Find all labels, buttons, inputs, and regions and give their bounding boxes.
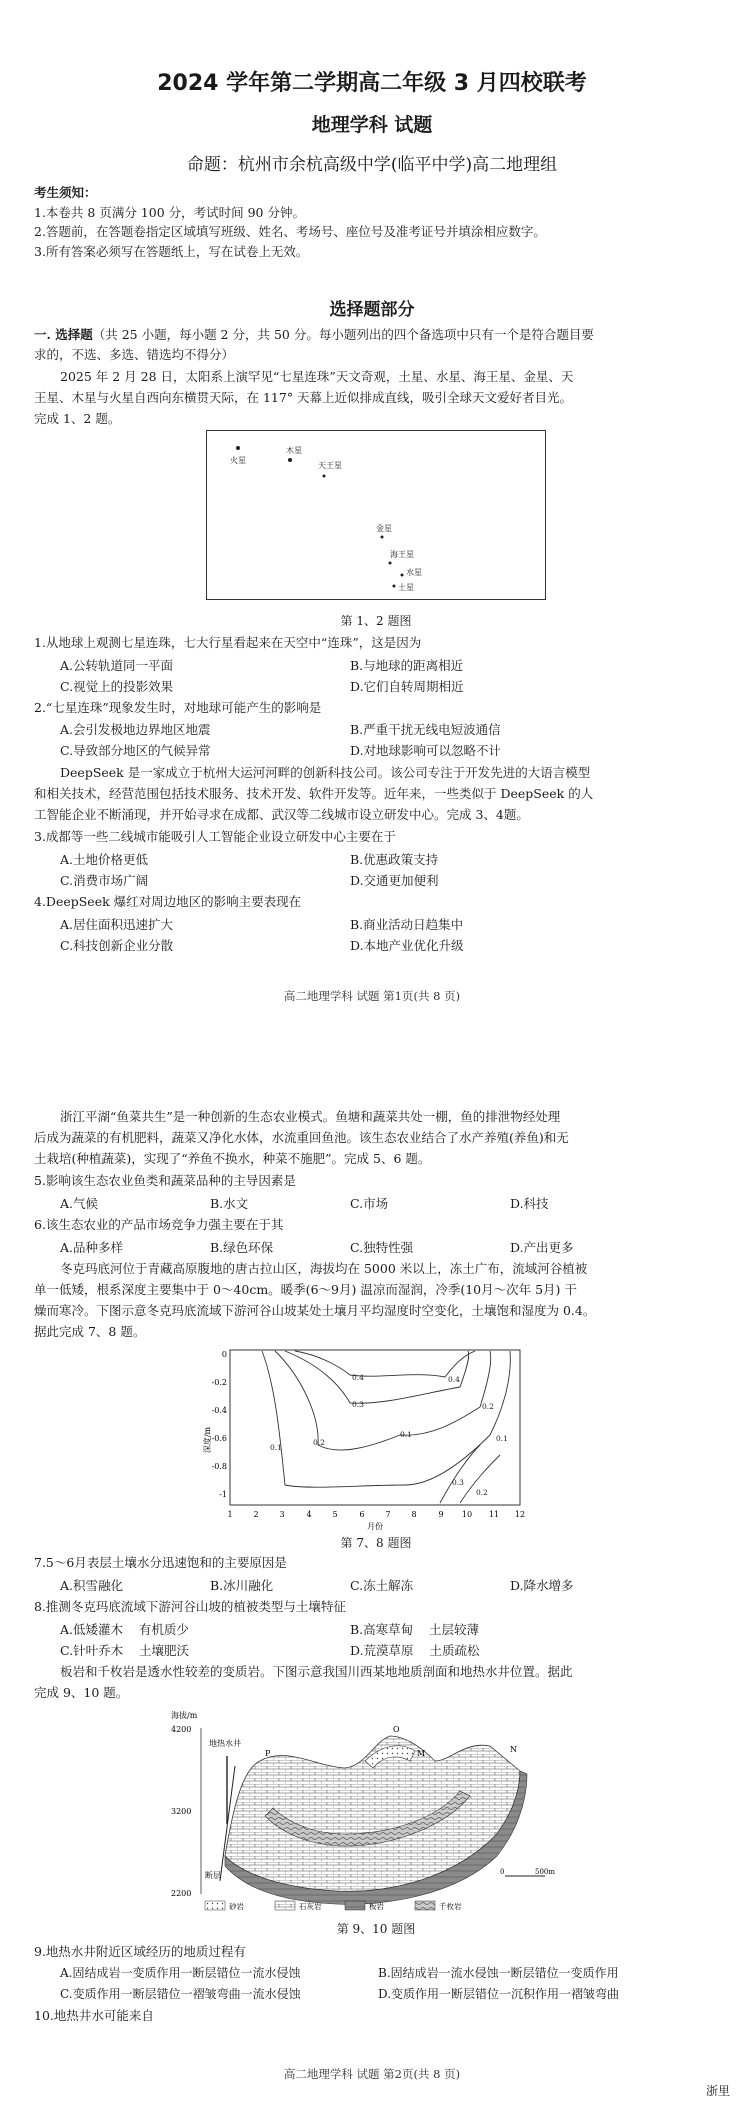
passage-line: 板岩和千枚岩是透水性较差的变质岩。下图示意我国川西某地地质剖面和地热水井位置。据此 bbox=[60, 1664, 573, 1679]
scale-label: 500m bbox=[535, 1868, 555, 1876]
question-stem: 1.从地球上观测七星连珠，七大行星看起来在天空中“连珠”，这是因为 bbox=[34, 635, 422, 650]
point-label: N bbox=[510, 1745, 517, 1754]
x-tick: 10 bbox=[461, 1510, 473, 1519]
y-tick: -0.4 bbox=[211, 1406, 227, 1415]
legend-sandstone-swatch bbox=[205, 1901, 225, 1910]
x-tick: 6 bbox=[359, 1510, 365, 1519]
x-tick: 2 bbox=[253, 1510, 259, 1519]
contour-label: 0.2 bbox=[476, 1488, 488, 1497]
passage-line: 完成 9、10 题。 bbox=[34, 1685, 129, 1700]
legend-label: 砂岩 bbox=[229, 1902, 244, 1911]
planet-dot-mercury bbox=[401, 574, 404, 577]
figure-caption: 第 7、8 题图 bbox=[340, 1536, 412, 1550]
contour-label: 0.4 bbox=[448, 1375, 460, 1384]
planet-label-venus: 金星 bbox=[376, 524, 392, 533]
planet-dot-uranus bbox=[323, 475, 326, 478]
legend-limestone-swatch bbox=[275, 1901, 295, 1910]
geology-figure bbox=[165, 1706, 585, 1916]
legend-phyllite-swatch bbox=[415, 1901, 435, 1910]
question-stem: 7.5～6月表层土壤水分迅速饱和的主要原因是 bbox=[34, 1555, 287, 1570]
passage-line: 王星、木星与火星自西向东横贯天际，在 117° 天幕上近似排成直线，吸引全球天文爱好者目光。 bbox=[34, 390, 573, 405]
option-b: B.绿色环保 bbox=[210, 1240, 274, 1255]
passage-line: 2025 年 2 月 28 日，太阳系上演罕见“七星连珠”天文奇观，土星、水星、海王星、金星、天 bbox=[60, 369, 574, 384]
point-label: P bbox=[265, 1749, 271, 1758]
contour-label: 0.1 bbox=[496, 1434, 508, 1443]
legend-label: 板岩 bbox=[369, 1902, 384, 1911]
legend-label: 千枚岩 bbox=[439, 1902, 462, 1911]
passage-line: 据此完成 7、8 题。 bbox=[34, 1324, 146, 1339]
option-b: B.固结成岩一流水侵蚀一断层错位一变质作用 bbox=[378, 1966, 619, 1980]
y-tick: 2200 bbox=[171, 1889, 192, 1898]
planet-dot-mars bbox=[236, 446, 240, 450]
planet-label-mars: 火星 bbox=[230, 456, 246, 465]
contour-0.2 bbox=[275, 1351, 491, 1450]
notice-heading: 考生须知： bbox=[34, 185, 97, 200]
x-tick: 3 bbox=[279, 1510, 285, 1519]
option-b: B.与地球的距离相近 bbox=[350, 658, 464, 673]
option-d: D.产出更多 bbox=[510, 1240, 574, 1255]
y-tick: -0.6 bbox=[211, 1434, 227, 1443]
contour-label: 0.3 bbox=[352, 1400, 364, 1409]
question-stem: 6.该生态农业的产品市场竞争力强主要在于其 bbox=[34, 1217, 284, 1232]
part-intro-rest: （共 25 小题，每小题 2 分，共 50 分。每小题列出的四个备选项中只有一个是符合题目要 bbox=[92, 327, 594, 342]
passage-line: 后成为蔬菜的有机肥料，蔬菜又净化水体，水流重回鱼池。该生态农业结合了水产养殖(养鱼)和无 bbox=[34, 1130, 569, 1145]
plot-frame bbox=[230, 1350, 520, 1505]
question-stem: 2.“七星连珠”现象发生时，对地球可能产生的影响是 bbox=[34, 700, 322, 715]
y-tick: -1 bbox=[219, 1490, 227, 1499]
figure-caption: 第 9、10 题图 bbox=[336, 1922, 416, 1936]
question-stem: 3.成都等一些二线城市能吸引人工智能企业设立研发中心主要在于 bbox=[34, 829, 396, 844]
option-b: B.优惠政策支持 bbox=[350, 852, 439, 867]
legend-label: 石灰岩 bbox=[299, 1902, 322, 1911]
scale-zero: 0 bbox=[500, 1868, 505, 1876]
part-intro bbox=[34, 326, 724, 343]
question-stem: 4.DeepSeek 爆红对周边地区的影响主要表现在 bbox=[34, 894, 302, 909]
option-d: D.交通更加便利 bbox=[350, 873, 439, 888]
option-c: C.导致部分地区的气候异常 bbox=[60, 743, 211, 758]
x-tick: 12 bbox=[514, 1510, 526, 1519]
option-a: A.固结成岩一变质作用一断层错位一流水侵蚀 bbox=[60, 1966, 301, 1980]
planet-dot-neptune bbox=[389, 562, 392, 565]
passage-line: 工智能企业不断涌现，并开始寻求在成都、武汉等二线城市设立研发中心。完成 3、4题。 bbox=[34, 807, 529, 822]
figure-frame bbox=[207, 431, 546, 600]
option-a: A.气候 bbox=[60, 1196, 99, 1211]
y-tick: -0.2 bbox=[211, 1378, 227, 1387]
passage-line: 和相关技术，经营范围包括技术服务、技术开发、软件开发等。近年来，一些类似于 DeepSeek 的人 bbox=[34, 786, 594, 801]
part-intro-line2: 求的，不选、多选、错选均不得分） bbox=[34, 347, 235, 362]
contour-label: 0.1 bbox=[400, 1430, 412, 1439]
option-b: B.商业活动日趋集中 bbox=[350, 917, 464, 932]
fault-label: 断层 bbox=[205, 1871, 221, 1880]
option-c: C.冻土解冻 bbox=[350, 1578, 414, 1593]
option-c: C.视觉上的投影效果 bbox=[60, 679, 174, 694]
option-d: D.它们自转周期相近 bbox=[350, 679, 464, 694]
x-tick: 7 bbox=[385, 1510, 391, 1519]
page-footer: 高二地理学科 试题 第2页(共 8 页) bbox=[283, 2067, 461, 2081]
option-b: B.严重干扰无线电短波通信 bbox=[350, 722, 501, 737]
contour-0.3b bbox=[440, 1445, 480, 1503]
option-c: C.变质作用一断层错位一褶皱弯曲一流水侵蚀 bbox=[60, 1987, 301, 2001]
option-a: A.积雪融化 bbox=[60, 1578, 124, 1593]
planet-label-uranus: 天王星 bbox=[318, 461, 342, 470]
passage-line: 浙江平湖“鱼菜共生”是一种创新的生态农业模式。鱼塘和蔬菜共处一棚，鱼的排泄物经处理 bbox=[60, 1109, 561, 1124]
y-axis-label: 深度/m bbox=[203, 1426, 212, 1454]
notice-item: 2.答题前，在答题卷指定区域填写班级、姓名、考场号、座位号及准考证号并填涂相应数字。 bbox=[34, 224, 546, 239]
option-d: D.对地球影响可以忽略不计 bbox=[350, 743, 502, 758]
contour-label: 0.3 bbox=[452, 1478, 464, 1487]
passage-line: 土栽培(种植蔬菜)，实现了“养鱼不换水，种菜不施肥”。完成 5、6 题。 bbox=[34, 1151, 431, 1166]
y-axis-title: 海拔/m bbox=[171, 1711, 198, 1720]
contour-0.3 bbox=[285, 1351, 469, 1403]
point-label: O bbox=[393, 1725, 400, 1734]
x-tick: 9 bbox=[438, 1510, 444, 1519]
passage-line: 完成 1、2 题。 bbox=[34, 411, 121, 426]
option-a: A.会引发极地边界地区地震 bbox=[60, 722, 211, 737]
x-tick: 5 bbox=[332, 1510, 338, 1519]
point-label: M bbox=[417, 1749, 426, 1758]
question-stem: 8.推测冬克玛底流域下游河谷山坡的植被类型与土壤特征 bbox=[34, 1599, 346, 1614]
well-label: 地热水井 bbox=[209, 1739, 241, 1748]
question-stem: 9.地热水井附近区域经历的地质过程有 bbox=[34, 1944, 246, 1959]
contour-label: 0.4 bbox=[352, 1373, 364, 1382]
notice-item: 1.本卷共 8 页满分 100 分，考试时间 90 分钟。 bbox=[34, 205, 305, 220]
option-c: C.针叶乔木 土壤肥沃 bbox=[60, 1643, 189, 1658]
soil-moisture-figure bbox=[200, 1345, 540, 1530]
contour-label: 0.2 bbox=[313, 1438, 325, 1447]
y-tick: -0.8 bbox=[211, 1462, 227, 1471]
passage-line: 单一低矮，根系深度主要集中于 0～40cm。暖季(6～9月) 温凉而湿润，冷季(10月～次年 5月) 干 bbox=[34, 1282, 577, 1297]
x-tick: 11 bbox=[488, 1510, 500, 1519]
option-a: A.低矮灌木 有机质少 bbox=[60, 1622, 189, 1637]
option-d: D.变质作用一断层错位一沉积作用一褶皱弯曲 bbox=[378, 1987, 620, 2001]
y-tick: 0 bbox=[221, 1350, 227, 1359]
option-d: D.本地产业优化升级 bbox=[350, 938, 464, 953]
planet-dot-venus bbox=[381, 536, 384, 539]
x-tick: 4 bbox=[306, 1510, 312, 1519]
planet-dot-saturn bbox=[393, 585, 396, 588]
option-a: A.品种多样 bbox=[60, 1240, 124, 1255]
planet-label-jupiter: 木星 bbox=[286, 446, 302, 455]
passage-line: DeepSeek 是一家成立于杭州大运河河畔的创新科技公司。该公司专注于开发先进的大语言模型 bbox=[60, 765, 591, 780]
question-stem: 5.影响该生态农业鱼类和蔬菜品种的主导因素是 bbox=[34, 1173, 296, 1188]
option-a: A.居住面积迅速扩大 bbox=[60, 917, 174, 932]
section-title: 选择题部分 bbox=[329, 300, 415, 320]
page-footer: 高二地理学科 试题 第1页(共 8 页) bbox=[283, 989, 461, 1003]
planet-dot-jupiter bbox=[288, 458, 292, 462]
figure-caption: 第 1、2 题图 bbox=[340, 614, 412, 628]
option-b: B.冰川融化 bbox=[210, 1578, 274, 1593]
option-a: A.公转轨道同一平面 bbox=[60, 658, 174, 673]
author-line: 命题：杭州市余杭高级中学(临平中学)高二地理组 bbox=[186, 155, 558, 175]
contour-0.1 bbox=[262, 1351, 510, 1487]
notice-item: 3.所有答案必须写在答题纸上，写在试卷上无效。 bbox=[34, 244, 309, 259]
option-c: C.市场 bbox=[350, 1196, 389, 1211]
contour-label: 0.2 bbox=[482, 1402, 494, 1411]
part-intro-bold: 一. 选择题 bbox=[34, 327, 93, 342]
planet-label-saturn: 土星 bbox=[398, 583, 414, 592]
x-tick: 8 bbox=[411, 1510, 417, 1519]
option-b: B.水文 bbox=[210, 1196, 249, 1211]
option-c: C.科技创新企业分散 bbox=[60, 938, 174, 953]
x-tick: 1 bbox=[227, 1510, 233, 1519]
contour-0.4 bbox=[295, 1351, 475, 1377]
y-tick: 3200 bbox=[171, 1807, 192, 1816]
option-a: A.土地价格更低 bbox=[60, 852, 149, 867]
option-d: D.降水增多 bbox=[510, 1578, 574, 1593]
planets-figure bbox=[206, 430, 546, 600]
passage-line: 燥而寒冷。下图示意冬克玛底流域下游河谷山坡某处土壤月平均湿度时空变化，土壤饱和湿度为 0.4。 bbox=[34, 1303, 596, 1318]
question-stem: 10.地热井水可能来自 bbox=[34, 2008, 154, 2023]
planet-label-neptune: 海王星 bbox=[390, 550, 414, 559]
option-c: C.独特性强 bbox=[350, 1240, 414, 1255]
passage-line: 冬克玛底河位于青藏高原腹地的唐古拉山区，海拔均在 5000 米以上，冻土广布，流域河谷植被 bbox=[60, 1261, 588, 1276]
contour-label: 0.1 bbox=[270, 1443, 282, 1452]
legend-slate-swatch bbox=[345, 1901, 365, 1910]
option-d: D.荒漠草原 土质疏松 bbox=[350, 1643, 480, 1658]
y-tick: 4200 bbox=[171, 1725, 192, 1734]
exam-title: 2024 学年第二学期高二年级 3 月四校联考 bbox=[157, 71, 587, 96]
corner-mark: 浙里 bbox=[705, 2084, 730, 2098]
option-c: C.消费市场广阔 bbox=[60, 873, 149, 888]
subject-title: 地理学科 试题 bbox=[311, 114, 433, 136]
option-d: D.科技 bbox=[510, 1196, 549, 1211]
x-axis-label: 月份 bbox=[367, 1522, 383, 1530]
planet-label-mercury: 水星 bbox=[406, 568, 422, 577]
option-b: B.高寒草甸 土层较薄 bbox=[350, 1622, 480, 1637]
